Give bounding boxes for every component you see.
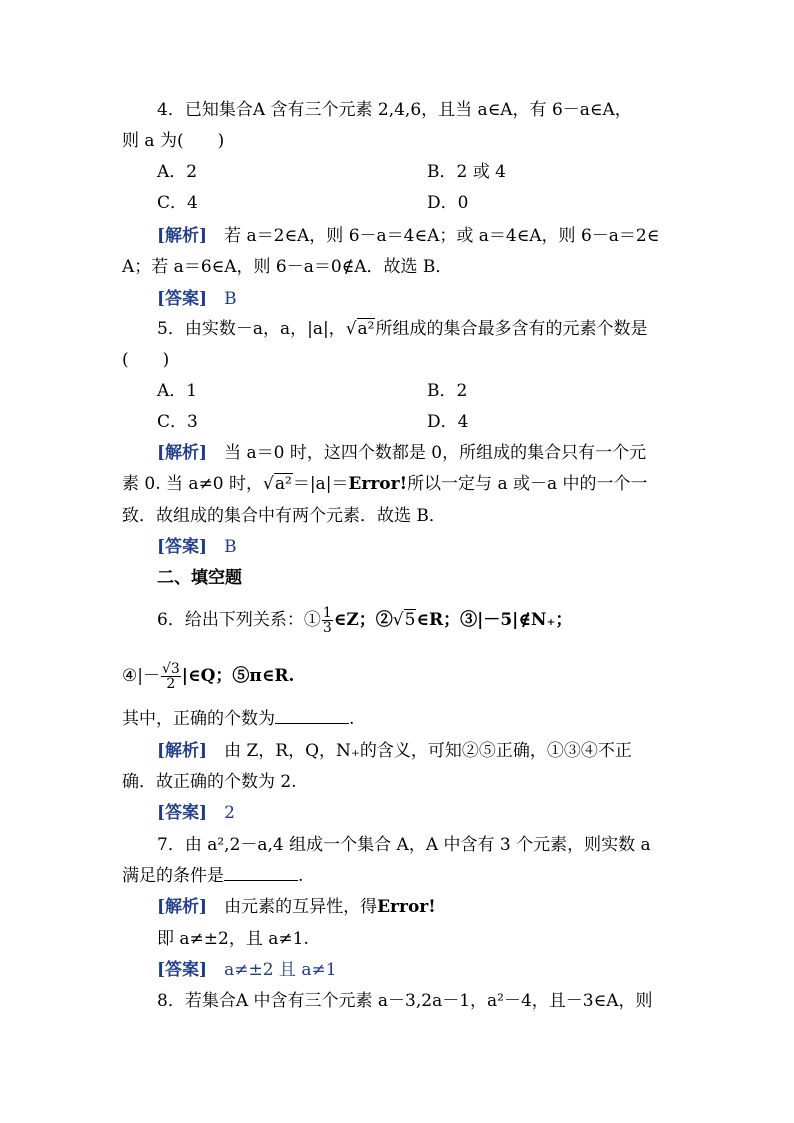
q4-jiexi-text1: 若 a＝2∈A，则 6－a＝4∈A；或 a＝4∈A，则 6－a＝2∈: [207, 226, 660, 246]
q7-jiexi-tag: [解析]: [157, 897, 208, 917]
q5-sqrt-symbol: √: [345, 319, 357, 339]
q6-fraction-1: [322, 606, 333, 635]
q4-option-b: B．2 或 4: [427, 162, 506, 182]
q6-stem-line1: [157, 606, 572, 635]
q5-option-b: B．2: [427, 381, 468, 401]
q6-daan: [157, 802, 235, 824]
q7-jiexi-line1: [157, 896, 436, 918]
q7-stem-line2: [122, 865, 303, 887]
q5-jiexi-error: Error!: [348, 474, 408, 494]
q5-jiexi-line3: 致．故组成的集合中有两个元素．故选 B．: [122, 506, 446, 526]
q6-daan-value: 2: [207, 803, 235, 823]
q5-stem-pre: 5．由实数－a，a，|a|，: [157, 319, 346, 339]
q6-frac2-num: √3: [161, 661, 180, 677]
q5-option-c: C．3: [157, 412, 198, 432]
q6-daan-tag: [答案]: [157, 803, 208, 823]
q4-options-row2: [157, 192, 557, 214]
q6-jiexi-line2: 确．故正确的个数为 2.: [122, 772, 297, 792]
q7-line2-text: 满足的条件是: [122, 866, 224, 886]
q7-answer-blank: [224, 865, 298, 881]
q6-rel2: ∈R；③|－5|∉N₊；: [416, 610, 573, 630]
q6-answer-blank: [275, 708, 349, 724]
q7-jiexi-line2: 即 a≠±2，且 a≠1.: [157, 929, 309, 949]
q4-stem-line1: 4．已知集合A 含有三个元素 2,4,6，且当 a∈A，有 6－a∈A，: [157, 100, 632, 120]
q6-line2-pre: ④|－: [122, 666, 160, 686]
q5-option-d: D．4: [427, 412, 469, 432]
q4-option-c: C．4: [157, 193, 198, 213]
q7-daan-value: a≠±2 且 a≠1: [207, 960, 337, 980]
q6-fraction-2: [161, 662, 181, 691]
q7-line2-end: .: [298, 866, 304, 886]
q7-daan: [157, 959, 337, 981]
q4-option-d: D．0: [427, 193, 469, 213]
q7-jiexi-text: 由元素的互异性，得: [207, 897, 378, 917]
q6-line3-text: 其中，正确的个数为: [122, 709, 275, 729]
q6-jiexi-text1: 由 Z，R，Q，N₊的含义，可知②⑤正确，①③④不正: [207, 741, 632, 761]
q7-stem-line1: 7．由 a²,2－a,4 组成一个集合 A，A 中含有 3 个元素，则实数 a: [157, 835, 651, 855]
q5-jiexi-pre: 素 0. 当 a≠0 时，: [122, 474, 264, 494]
q6-stem-line2: [122, 662, 294, 691]
q4-daan-tag: [答案]: [157, 289, 208, 309]
q5-jiexi-line2: [122, 473, 648, 495]
q6-line2-post: |∈Q；⑤π∈R.: [181, 666, 295, 686]
q4-stem-line2: 则 a 为( ): [122, 131, 225, 151]
q5-daan-value: B: [207, 537, 237, 557]
q5-jiexi-tag: [解析]: [157, 443, 208, 463]
q4-jiexi-line2: A；若 a＝6∈A，则 6－a＝0∉A．故选 B．: [122, 257, 453, 277]
q5-option-a: A．1: [157, 381, 198, 401]
q6-frac2-den: 2: [166, 676, 176, 692]
q4-jiexi-tag: [解析]: [157, 226, 208, 246]
q5-jiexi-text1: 当 a＝0 时，这四个数都是 0，所组成的集合只有一个元: [207, 443, 647, 463]
q6-frac1-den: 3: [322, 620, 332, 636]
section-heading: 二、填空题: [157, 568, 242, 588]
q6-jiexi-tag: [解析]: [157, 741, 208, 761]
q6-stem-pre: 6．给出下列关系：①: [157, 610, 321, 630]
q6-rel1: ∈Z；②: [333, 610, 393, 630]
q4-daan: [157, 288, 237, 310]
q4-options-row1: [157, 161, 557, 183]
q6-line3-end: .: [349, 709, 355, 729]
q6-frac1-num: 1: [322, 605, 332, 621]
q5-stem-line2: ( ): [122, 350, 170, 370]
q5-stem-post: 所组成的集合最多含有的元素个数是: [375, 319, 648, 339]
q6-sqrt-radicand: 5: [404, 610, 416, 630]
q5-jiexi-sqrt-symbol: √: [263, 474, 274, 494]
q4-jiexi-line1: [157, 225, 659, 247]
q5-daan-tag: [答案]: [157, 537, 208, 557]
q7-jiexi-error: Error!: [377, 897, 436, 917]
q6-stem-line3: [122, 708, 354, 730]
q5-jiexi-post: 所以一定与 a 或－a 中的一个一: [407, 474, 648, 494]
q5-options-row2: [157, 411, 557, 433]
q4-daan-value: B: [207, 289, 237, 309]
q5-jiexi-line1: [157, 442, 646, 464]
q5-sqrt-radicand: a²: [357, 319, 375, 339]
q7-daan-tag: [答案]: [157, 960, 208, 980]
q4-option-a: A．2: [157, 162, 198, 182]
q5-jiexi-mid: ＝|a|＝: [292, 474, 349, 494]
q5-options-row1: [157, 380, 557, 402]
q6-jiexi-line1: [157, 740, 632, 762]
q8-stem-line1: 8．若集合A 中含有三个元素 a－3,2a－1，a²－4，且－3∈A，则: [157, 991, 653, 1011]
q5-jiexi-sqrt-radicand: a²: [274, 474, 292, 494]
q5-stem-line1: [157, 318, 647, 340]
q6-sqrt-symbol: √: [392, 610, 404, 630]
q5-daan: [157, 536, 237, 558]
